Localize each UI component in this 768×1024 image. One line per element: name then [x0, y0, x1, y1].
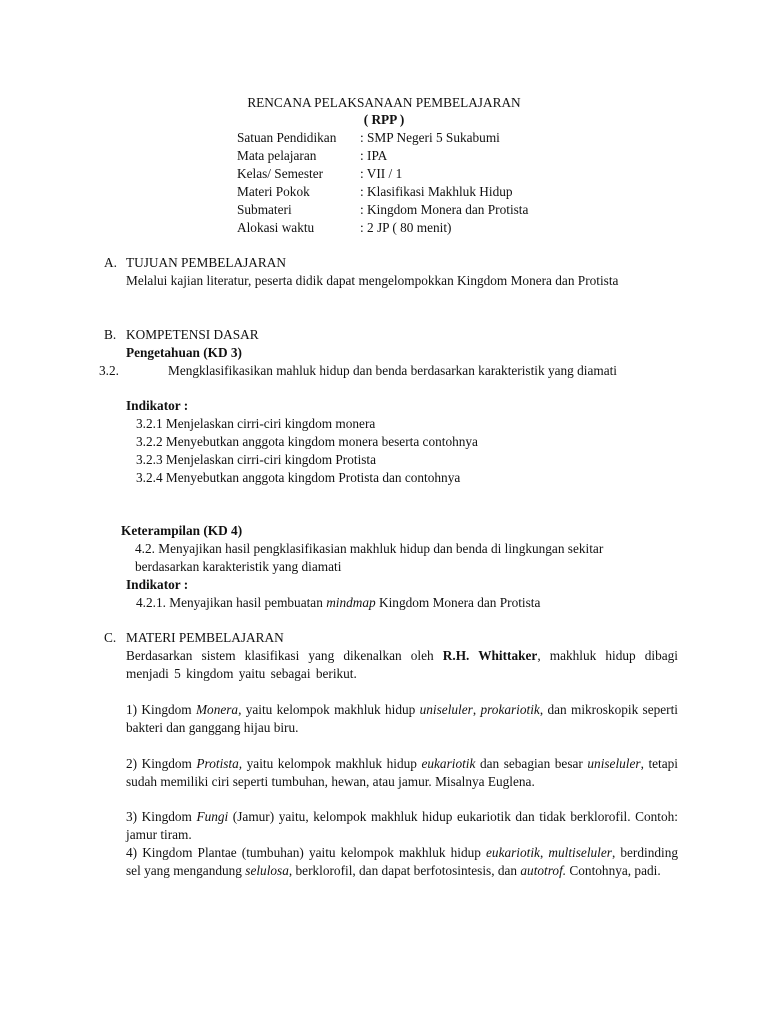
list-item: 3.2.2 Menyebutkan anggota kingdom monera beserta contohnya [136, 434, 478, 449]
text: 2) Kingdom [126, 756, 197, 771]
kingdom-fungi-paragraph [126, 808, 678, 844]
keterampilan-heading: Keterampilan (KD 4) [121, 523, 243, 538]
info-row [237, 147, 528, 165]
text: 1) Kingdom [126, 702, 196, 717]
text: Contohnya, padi. [566, 863, 661, 878]
indikator4-text-end: Kingdom Monera dan Protista [375, 595, 541, 610]
text: yaitu kelompok makhluk hidup [242, 756, 422, 771]
text: dan sebagian besar [475, 756, 588, 771]
indikator4-item [136, 594, 540, 612]
info-value: : VII / 1 [360, 166, 403, 181]
list-item: 3.2.4 Menyebutkan anggota kingdom Protista dan contohnya [136, 470, 461, 485]
term: uniseluler [419, 702, 473, 717]
section-letter: C. [104, 630, 117, 645]
list-item: 3.2.3 Menjelaskan cirri-ciri kingdom Protista [136, 452, 377, 467]
text: , tetapi sudah memiliki ciri seperti tumbuhan, hewan, atau jamur. Misalnya Euglena. [126, 756, 678, 789]
info-label: Kelas/ Semester [237, 166, 324, 181]
section-title: TUJUAN PEMBELAJARAN [126, 255, 286, 270]
term: selulosa [245, 863, 289, 878]
kd4-item [135, 540, 680, 576]
section-letter: A. [104, 255, 117, 270]
info-row [237, 165, 528, 183]
document-title: RENCANA PELAKSANAAN PEMBELAJARAN [247, 95, 521, 110]
info-table [237, 129, 528, 237]
info-value: : IPA [360, 148, 388, 163]
term: eukariotik [486, 845, 540, 860]
kd3-number: 3.2. [99, 363, 119, 378]
document-subtitle: ( RPP ) [363, 112, 405, 127]
kd3-item [99, 362, 715, 380]
indikator4-text: 4.2.1. Menyajikan hasil pembuatan [136, 595, 327, 610]
indikator4-emphasis: mindmap [326, 595, 376, 610]
kingdom-plantae-paragraph [126, 844, 678, 880]
term: multiseluler [548, 845, 612, 860]
section-a-heading [104, 254, 286, 272]
text: 4) Kingdom Plantae (tumbuhan) yaitu kelompok makhluk hidup [126, 845, 487, 860]
info-value: : Klasifikasi Makhluk Hidup [360, 184, 513, 199]
kingdom-monera-paragraph [126, 701, 678, 737]
info-value: : Kingdom Monera dan Protista [360, 202, 529, 217]
materi-intro [126, 647, 678, 683]
text: , berklorofil, dan dapat berfotosintesis, dan [288, 863, 521, 878]
section-title: MATERI PEMBELAJARAN [126, 630, 284, 645]
section-c-heading [104, 629, 284, 647]
section-title: KOMPETENSI DASAR [126, 327, 259, 342]
kd3-text: Mengklasifikasikan mahluk hidup dan benda berdasarkan karakteristik yang diamati [168, 363, 618, 378]
text: yaitu kelompok makhluk hidup [241, 702, 420, 717]
term: Monera, [195, 702, 242, 717]
term: eukariotik [421, 756, 476, 771]
term: Fungi [196, 809, 229, 824]
text: , [472, 702, 481, 717]
kd4-text: 4.2. Menyajikan hasil pengklasifikasian makhluk hidup dan benda di lingkungan sekitar berdasarkan karakteristik yang diamati [135, 541, 604, 574]
kingdom-protista-paragraph [126, 755, 678, 791]
section-letter: B. [104, 327, 117, 342]
term: autotrof. [520, 863, 567, 878]
info-label: Alokasi waktu [237, 220, 315, 235]
info-label: Materi Pokok [237, 184, 310, 199]
text: , [539, 845, 549, 860]
info-row [237, 219, 528, 237]
term: Protista, [196, 756, 243, 771]
info-row [237, 201, 528, 219]
term: uniseluler [587, 756, 641, 771]
section-b-heading [104, 326, 259, 344]
text: 3) Kingdom [126, 809, 197, 824]
indikator4-heading: Indikator : [126, 577, 189, 592]
text: , berdinding sel yang mengandung [126, 845, 678, 878]
info-row [237, 129, 528, 147]
info-label: Mata pelajaran [237, 148, 317, 163]
info-label: Submateri [237, 202, 292, 217]
text: , dan mikroskopik seperti bakteri dan ganggang hijau biru. [126, 702, 678, 735]
term: prokariotik [480, 702, 540, 717]
intro-text-end: , makhluk hidup dibagi menjadi 5 kingdom yaitu sebagai berikut. [126, 648, 678, 681]
indikator-heading: Indikator : [126, 398, 189, 413]
indikator3-list [136, 415, 478, 487]
info-label: Satuan Pendidikan [237, 130, 337, 145]
info-row [237, 183, 528, 201]
pengetahuan-heading: Pengetahuan (KD 3) [126, 345, 242, 360]
list-item: 3.2.1 Menjelaskan cirri-ciri kingdom monera [136, 416, 376, 431]
info-value: : 2 JP ( 80 menit) [360, 220, 452, 235]
info-value: : SMP Negeri 5 Sukabumi [360, 130, 500, 145]
text: (Jamur) yaitu, kelompok makhluk hidup eukariotik dan tidak berklorofil. Contoh: jamur tiram. [126, 809, 678, 842]
intro-text: Berdasarkan sistem klasifikasi yang dikenalkan oleh [126, 648, 443, 663]
tujuan-paragraph: Melalui kajian literatur, peserta didik dapat mengelompokkan Kingdom Monera dan Protista [126, 273, 619, 288]
intro-author: R.H. Whittaker [442, 648, 538, 663]
